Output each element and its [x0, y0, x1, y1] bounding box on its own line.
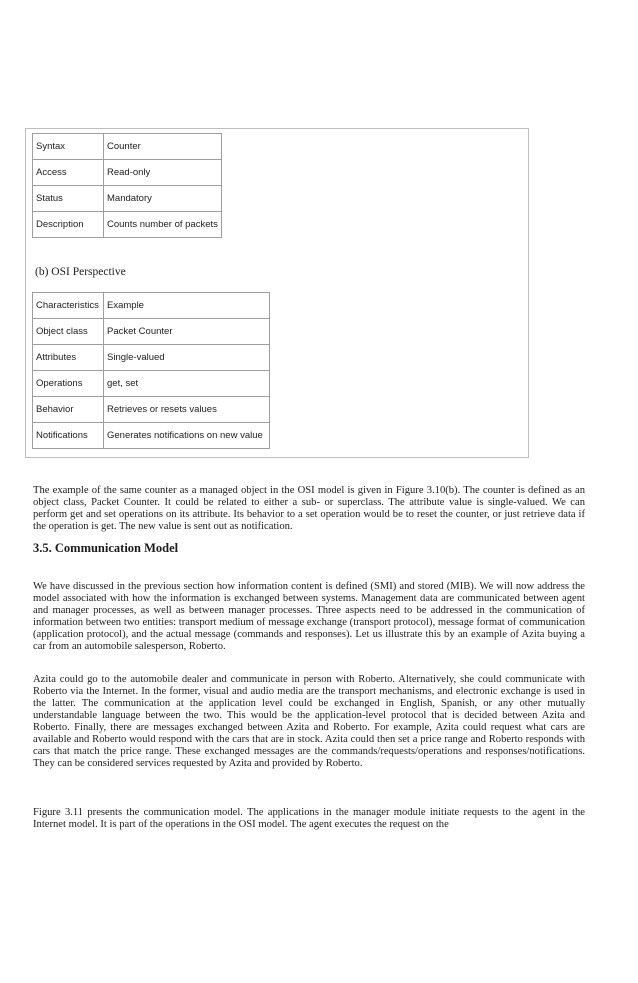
smi-perspective-table: [32, 133, 222, 238]
table-value-cell: Generates notifications on new value: [104, 423, 270, 449]
table-key-cell: Operations: [33, 371, 104, 397]
table-key-cell: Syntax: [33, 134, 104, 160]
table-row: [33, 160, 222, 186]
osi-perspective-caption: (b) OSI Perspective: [35, 266, 126, 278]
table-key-cell: Object class: [33, 319, 104, 345]
table-key-cell: Notifications: [33, 423, 104, 449]
table-row: [33, 319, 270, 345]
table-row: [33, 371, 270, 397]
osi-perspective-table: [32, 292, 270, 449]
table-key-cell: Description: [33, 212, 104, 238]
table-key-cell: Behavior: [33, 397, 104, 423]
table-value-cell: get, set: [104, 371, 270, 397]
table-value-cell: Counter: [104, 134, 222, 160]
table-key-cell: Access: [33, 160, 104, 186]
table-value-cell: Counts number of packets: [104, 212, 222, 238]
table-row: [33, 423, 270, 449]
table-value-cell: Retrieves or resets values: [104, 397, 270, 423]
body-paragraph: Figure 3.11 presents the communication model. The applications in the manager module initiate requests to the agent in the Internet model. It is part of the operations in the OSI model. The agent executes the request on the: [33, 806, 585, 830]
table-value-cell: Mandatory: [104, 186, 222, 212]
body-paragraph: We have discussed in the previous section how information content is defined (SMI) and stored (MIB). We will now address the model associated with how the information is exchanged between systems. Management data are communicated between agent and manager processes, as well as between manager processes. Three aspects need to be addressed in the communication of information between two entities: transport medium of message exchange (transport protocol), message format of communication (application protocol), and the actual message (commands and responses). Let us illustrate this by an example of Azita buying a car from an automobile salesperson, Roberto.: [33, 580, 585, 653]
table-row: [33, 397, 270, 423]
table-value-cell: Single-valued: [104, 345, 270, 371]
section-heading: 3.5. Communication Model: [33, 541, 179, 555]
table-row: [33, 212, 222, 238]
body-paragraph: The example of the same counter as a managed object in the OSI model is given in Figure 3.10(b). The counter is defined as an object class, Packet Counter. It could be related to either a sub- or superclass. The attribute value is single-valued. We can perform get and set operations on its attribute. Its behavior to a set operation would be to reset the counter, or just retrieve data if the operation is get. The new value is sent out as notification.: [33, 484, 585, 532]
table-value-cell: Read-only: [104, 160, 222, 186]
table-row: [33, 345, 270, 371]
body-paragraph: Azita could go to the automobile dealer and communicate in person with Roberto. Alternatively, she could communicate with Roberto via the Internet. In the former, visual and audio media are the transport mechanisms, and electronic exchange is used in the latter. The communication at the application level could be exchanged in English, Spanish, or any other mutually understandable language between the two. This would be the application-level protocol that is decided between Azita and Roberto. Finally, there are messages exchanged between Azita and Roberto. For example, Azita could request what cars are available and Roberto would respond with the cars that are in stock. Azita could then set a price range and Roberto responds with cars that match the price range. These exchanged messages are the commands/requests/operations and responses/notifications. They can be considered services requested by Azita and provided by Roberto.: [33, 673, 585, 770]
table-value-cell: Packet Counter: [104, 319, 270, 345]
table-header-cell: Characteristics: [33, 293, 104, 319]
table-header-cell: Example: [104, 293, 270, 319]
table-row: [33, 134, 222, 160]
table-key-cell: Attributes: [33, 345, 104, 371]
table-header-row: [33, 293, 270, 319]
table-key-cell: Status: [33, 186, 104, 212]
table-row: [33, 186, 222, 212]
